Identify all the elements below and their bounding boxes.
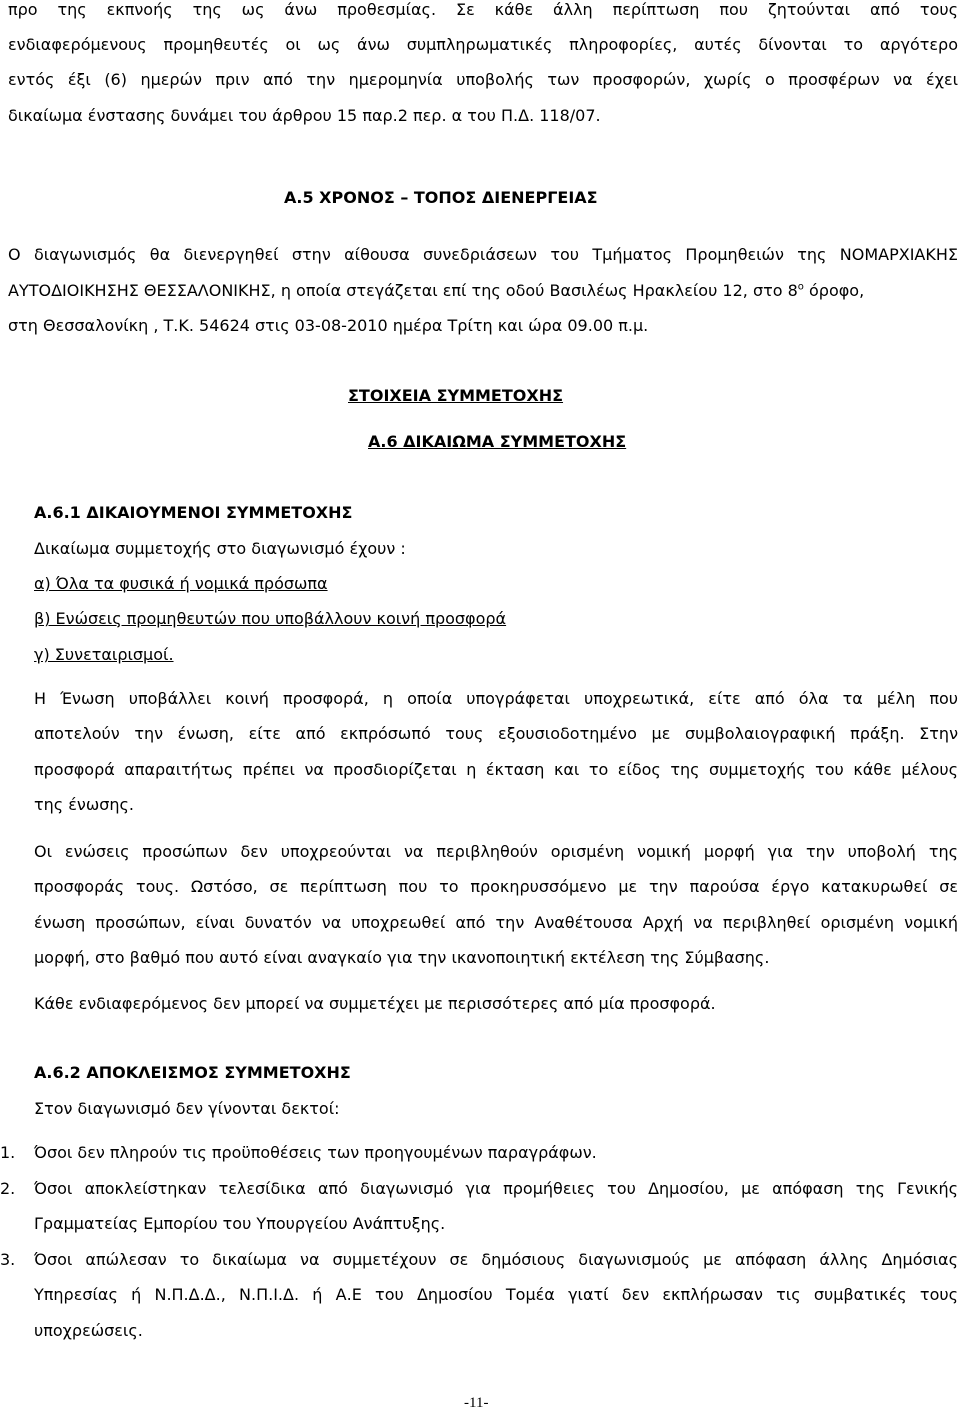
- a61-para1-line-2: αποτελούν την ένωση, είτε από εκπρόσωπό τους εξουσιοδοτημένο με συμβολαιογραφική πράξη. Στην: [34, 724, 958, 743]
- a61-para3: Κάθε ενδιαφερόμενος δεν μπορεί να συμμετέχει με περισσότερες από μία προσφορά.: [34, 994, 716, 1013]
- a62-item-1-number: 1.: [0, 1143, 16, 1162]
- a62-item-2-number: 2.: [0, 1179, 16, 1198]
- a61-para2-line-1: Οι ενώσεις προσώπων δεν υποχρεούνται να περιβληθούν ορισμένη νομική μορφή για την υποβολή της: [34, 842, 958, 861]
- a5-line-1: Ο διαγωνισμός θα διενεργηθεί στην αίθουσα συνεδριάσεων του Τμήματος Προμηθειών της ΝΟΜΑΡΧΙΑΚΗΣ: [8, 245, 958, 264]
- a62-item-2-line-2: Γραμματείας Εμπορίου του Υπουργείου Ανάπτυξης.: [34, 1214, 446, 1233]
- page-number: -11-: [464, 1395, 489, 1411]
- a61-para1-line-3: προσφορά απαραιτήτως πρέπει να προσδιορίζεται η έκταση και το είδος της συμμετοχής του κάθε μέλους: [34, 760, 958, 779]
- a61-para2-line-2: προσφοράς τους. Ωστόσο, σε περίπτωση που το προκηρυσσόμενο με την παρούσα έργο κατακυρωθεί σε: [34, 877, 958, 896]
- a61-item-c: γ) Συνεταιρισμοί.: [34, 645, 174, 664]
- a62-item-3-line-2: Υπηρεσίας ή Ν.Π.Δ.Δ., Ν.Π.Ι.Δ. ή Α.Ε του Δημοσίου Τομέα γιατί δεν εκπλήρωσαν τις συμβατικές τους: [34, 1285, 958, 1304]
- a62-intro: Στον διαγωνισμό δεν γίνονται δεκτοί:: [34, 1099, 340, 1118]
- section-title: ΣΤΟΙΧΕΙΑ ΣΥΜΜΕΤΟΧΗΣ: [348, 386, 564, 405]
- section-a61-heading: Α.6.1 ΔΙΚΑΙΟΥΜΕΝΟΙ ΣΥΜΜΕΤΟΧΗΣ: [34, 503, 353, 522]
- a62-item-2-line-1: Όσοι αποκλείστηκαν τελεσίδικα από διαγωνισμό για προμήθειες του Δημοσίου, με απόφαση της Γενικής: [34, 1179, 958, 1198]
- a61-para1-line-1: Η Ένωση υποβάλλει κοινή προσφορά, η οποία υπογράφεται υποχρεωτικά, είτε από όλα τα μέλη που: [34, 689, 958, 708]
- section-a62-heading: Α.6.2 ΑΠΟΚΛΕΙΣΜΟΣ ΣΥΜΜΕΤΟΧΗΣ: [34, 1063, 351, 1082]
- section-a5-heading: Α.5 ΧΡΟΝΟΣ – ΤΟΠΟΣ ΔΙΕΝΕΡΓΕΙΑΣ: [284, 188, 598, 207]
- intro-line-2: ενδιαφερόμενους προμηθευτές οι ως άνω συμπληρωματικές πληροφορίες, αυτές δίνονται το αργότερο: [8, 35, 958, 54]
- a62-item-1-line-1: Όσοι δεν πληρούν τις προϋποθέσεις των προηγουμένων παραγράφων.: [34, 1143, 597, 1162]
- a61-item-a: α) Όλα τα φυσικά ή νομικά πρόσωπα: [34, 574, 328, 593]
- a5-line-2: ΑΥΤΟΔΙΟΙΚΗΣΗΣ ΘΕΣΣΑΛΟΝΙΚΗΣ, η οποία στεγάζεται επί της οδού Βασιλέως Ηρακλείου 12, στο $8^o$ όροφο,: [8, 281, 865, 300]
- a62-item-3-line-3: υποχρεώσεις.: [34, 1321, 143, 1340]
- a62-item-3-number: 3.: [0, 1250, 16, 1269]
- a62-item-3-line-1: Όσοι απώλεσαν το δικαίωμα να συμμετέχουν σε δημόσιους διαγωνισμούς με απόφαση άλλης Δημόσιας: [34, 1250, 958, 1269]
- intro-line-3: εντός έξι (6) ημερών πριν από την ημερομηνία υποβολής των προσφορών, χωρίς ο προσφέρων να έχει: [8, 70, 958, 89]
- intro-line-1: προ της εκπνοής της ως άνω προθεσμίας. Σε κάθε άλλη περίπτωση που ζητούνται από τους: [8, 0, 958, 19]
- section-subtitle: Α.6 ΔΙΚΑΙΩΜΑ ΣΥΜΜΕΤΟΧΗΣ: [368, 432, 627, 451]
- a61-para1-line-4: της ένωσης.: [34, 795, 134, 814]
- intro-line-4: δικαίωμα ένστασης δυνάμει του άρθρου 15 παρ.2 περ. α του Π.Δ. 118/07.: [8, 106, 601, 125]
- a61-para2-line-4: μορφή, στο βαθμό που αυτό είναι αναγκαίο για την ικανοποιητική εκτέλεση της Σύμβασης.: [34, 948, 770, 967]
- a61-para2-line-3: ένωση προσώπων, είναι δυνατόν να υποχρεωθεί από την Αναθέτουσα Αρχή να περιβληθεί ορισμένη νομική: [34, 913, 958, 932]
- a61-intro: Δικαίωμα συμμετοχής στο διαγωνισμό έχουν :: [34, 539, 406, 558]
- a61-item-b: β) Ενώσεις προμηθευτών που υποβάλλουν κοινή προσφορά: [34, 609, 507, 628]
- a5-line-3: στη Θεσσαλονίκη , Τ.Κ. 54624 στις 03-08-2010 ημέρα Τρίτη και ώρα 09.00 π.μ.: [8, 316, 649, 335]
